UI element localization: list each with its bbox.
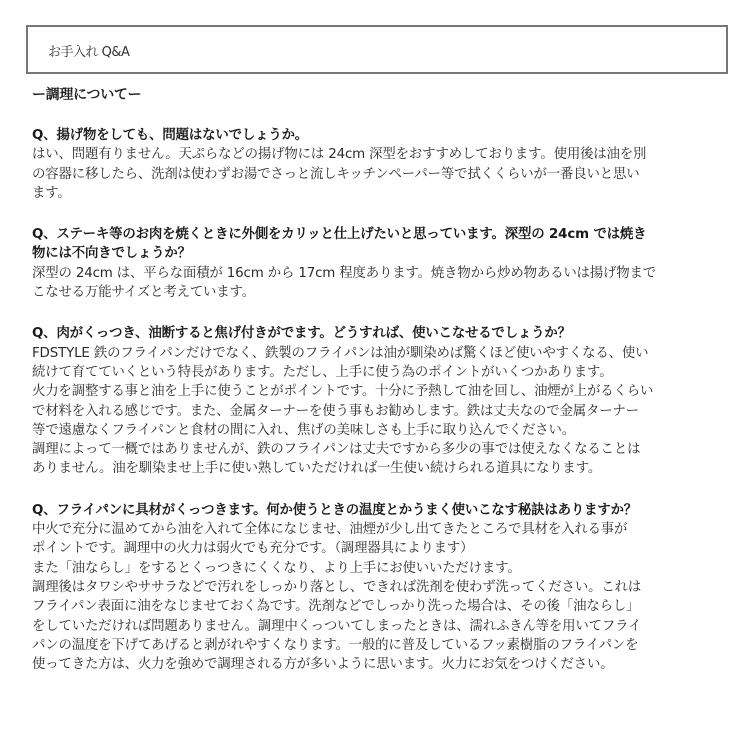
answer-line: 続けて育てていくという特長があります。ただし、上手に使う為のポイントがいくつかあります。 <box>32 364 613 380</box>
answer-line: FDSTYLE 鉄のフライパンだけでなく、鉄製のフライパンは油が馴染めば驚くほど使いやすくなる、使い <box>32 345 649 361</box>
section-heading-cooking: ー調理についてー <box>32 87 142 103</box>
question <box>32 225 732 264</box>
answer-line: で材料を入れる感じです。また、金属ターナーを使う事もお勧めします。鉄は丈夫なので金属ターナー <box>32 403 639 419</box>
question <box>32 126 732 145</box>
answer-line: 調理後はタワシやササラなどで汚れをしっかり落とし、できれば洗剤を使わず洗ってください。これは <box>32 579 642 595</box>
answer-line: 調理によって一概ではありませんが、鉄のフライパンは丈夫ですから多少の事では使えなくなることは <box>32 442 641 458</box>
question-line: Q、揚げ物をしても、問題はないでしょうか。 <box>32 128 309 143</box>
answer-line: こなせる万能サイズと考えています。 <box>32 285 255 301</box>
question <box>32 324 732 343</box>
qa-item-steak <box>32 225 732 302</box>
title-box <box>26 25 728 74</box>
answer-line: 深型の 24cm は、平らな面積が 16cm から 17cm 程度あります。焼き物から炒め物あるいは揚げ物まで <box>32 265 657 281</box>
qa-item-sticking-ingredients <box>32 501 732 675</box>
answer-line: パンの温度を下げてあげると剥がれやすくなります。一般的に普及しているフッ素樹脂のフライパンを <box>32 637 639 653</box>
qa-item-frying <box>32 126 732 203</box>
answer-line: 火力を調整する事と油を上手に使うことがポイントです。十分に予熱して油を回し、油煙が上がるくらい <box>32 384 654 400</box>
qa-content <box>32 84 732 696</box>
page-title: お手入れ Q&A <box>48 45 130 60</box>
answer-line: はい、問題有りません。天ぷらなどの揚げ物には 24cm 深型をおすすめしております。使用後は油を別 <box>32 147 647 163</box>
answer-line: ありません。油を馴染ませ上手に使い熟していただければ一生使い続けられる道具になります。 <box>32 461 602 477</box>
qa-item-sticking-meat <box>32 324 732 478</box>
answer-line: ます。 <box>32 185 71 201</box>
question-line: 物には不向きでしょうか？ <box>32 246 191 262</box>
answer-line: フライパン表面に油をなじませておく為です。洗剤などでしっかり洗った場合は、その後「油ならし」 <box>32 599 640 615</box>
answer-line: また「油ならし」をするとくっつきにくくなり、より上手にお使いいただけます。 <box>32 560 521 576</box>
answer-line: をしていただければ問題ありません。調理中くっついてしまったときは、濡れふきん等を用いてフライ <box>32 618 642 634</box>
answer-line: 中火で充分に温めてから油を入れて全体になじませ、油煙が少し出てきたところで具材を入れる事が <box>32 522 628 538</box>
answer-line: ポイントです。調理中の火力は弱火でも充分です。（調理器具によります） <box>32 541 474 557</box>
answer-line: 使ってきた方は、火力を強めで調理される方が多いように思います。火力にお気をつけください。 <box>32 657 614 673</box>
question <box>32 501 732 520</box>
question-line: Q、ステーキ等のお肉を焼くときに外側をカリッと仕上げたいと思っています。深型の 24cm では焼き <box>32 227 647 243</box>
answer-line: 等で遠慮なくフライパンと食材の間に入れ、焦げの美味しさも上手に取り込んでください。 <box>32 422 575 438</box>
question-line: Q、フライパンに具材がくっつきます。何か使うときの温度とかうまく使いこなす秘訣はありますか？ <box>32 502 638 518</box>
answer <box>32 264 732 303</box>
question-line: Q、肉がくっつき、油断すると焦げ付きがでます。どうすれば、使いこなせるでしょうか？ <box>32 326 571 342</box>
answer <box>32 520 732 674</box>
answer <box>32 145 732 203</box>
answer-line: の容器に移したら、洗剤は使わずお湯でさっと流しキッチンペーパー等で拭くくらいが一番良いと思い <box>32 166 640 182</box>
answer <box>32 344 732 479</box>
